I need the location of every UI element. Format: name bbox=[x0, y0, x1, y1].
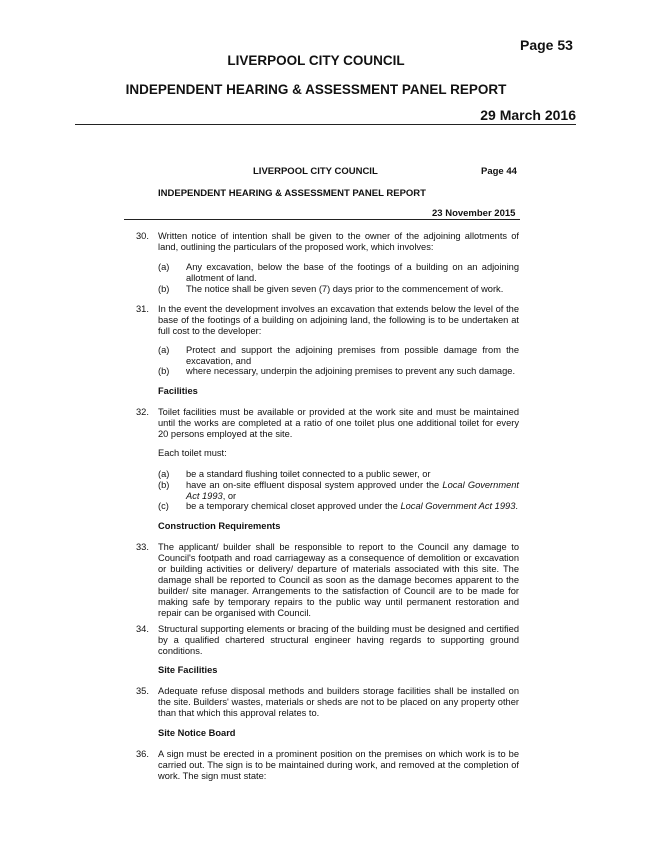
item-text: Any excavation, below the base of the footings of a building on an adjoining allotment of land. bbox=[186, 262, 519, 283]
outer-report-title: INDEPENDENT HEARING & ASSESSMENT PANEL REPORT bbox=[125, 82, 507, 97]
outer-council-title: LIVERPOOL CITY COUNCIL bbox=[227, 53, 405, 68]
inner-report-title: INDEPENDENT HEARING & ASSESSMENT PANEL REPORT bbox=[158, 188, 426, 199]
item-text-post: . bbox=[515, 501, 518, 511]
item-label: (b) bbox=[158, 284, 170, 294]
section-heading: Site Notice Board bbox=[158, 728, 236, 738]
condition-text: In the event the development involves an excavation that extends below the level of the base of the footings of a building on adjoining land, the following is to be undertaken at full cost to the developer: bbox=[158, 304, 519, 336]
condition-text: A sign must be erected in a prominent position on the premises on which work is to be carried out. The sign is to be maintained during work, and removed at the completion of work. The sign must state: bbox=[158, 749, 519, 781]
outer-header-rule bbox=[75, 124, 576, 125]
condition-text: Written notice of intention shall be given to the owner of the adjoining allotments of land, outlining the particulars of the proposed work, which involves: bbox=[158, 231, 519, 252]
section-heading: Facilities bbox=[158, 386, 198, 396]
item-text-pre: have an on-site effluent disposal system approved under the bbox=[186, 480, 443, 490]
act-name: Local Government Act 1993 bbox=[186, 480, 519, 501]
condition-number: 36. bbox=[136, 749, 149, 759]
item-text: The notice shall be given seven (7) days prior to the commencement of work. bbox=[186, 284, 504, 294]
inner-header-rule bbox=[124, 219, 520, 220]
condition-number: 34. bbox=[136, 624, 149, 634]
condition-number: 32. bbox=[136, 407, 149, 417]
item-text-post: , or bbox=[222, 491, 237, 501]
inner-council-title: LIVERPOOL CITY COUNCIL bbox=[253, 166, 378, 177]
section-heading: Site Facilities bbox=[158, 665, 218, 675]
condition-text: Adequate refuse disposal methods and builders storage facilities shall be installed on the site. Builders' wastes, materials or sheds are not to be placed on any property other than that which this approval relates to. bbox=[158, 686, 519, 718]
item-text bbox=[186, 501, 519, 512]
condition-number: 33. bbox=[136, 542, 149, 552]
each-toilet-label: Each toilet must: bbox=[158, 448, 227, 458]
item-text: Protect and support the adjoining premises from possible damage from the excavation, and bbox=[186, 345, 519, 366]
item-label: (a) bbox=[158, 262, 170, 272]
item-label: (b) bbox=[158, 366, 170, 376]
outer-page-number: Page 53 bbox=[520, 37, 573, 53]
item-text-pre: be a temporary chemical closet approved under the bbox=[186, 501, 401, 511]
condition-text: Structural supporting elements or bracing of the building must be designed and certified by a qualified chartered structural engineer having regards to supporting ground conditions. bbox=[158, 624, 519, 656]
condition-text: Toilet facilities must be available or provided at the work site and must be maintained until the works are completed at a ratio of one toilet plus one additional toilet for every 20 persons employed at the site. bbox=[158, 407, 519, 439]
condition-number: 31. bbox=[136, 304, 149, 314]
outer-report-date: 29 March 2016 bbox=[480, 107, 576, 123]
act-name: Local Government Act 1993 bbox=[400, 501, 516, 511]
inner-report-date: 23 November 2015 bbox=[432, 208, 516, 219]
condition-text: The applicant/ builder shall be responsible to report to the Council any damage to Council's footpath and road carriageway as a consequence of demolition or excavation or building activities or delivery/ departure of materials associated with this site. The damage shall be reported to Council as soon as the damage becomes apparent to the builder/ site manager. Arrangements to the satisfaction of Council are to be made for making safe by temporary repairs to the public way until permanent restoration and repair can be organised with Council. bbox=[158, 542, 519, 618]
item-text bbox=[186, 480, 519, 502]
item-label: (c) bbox=[158, 501, 169, 511]
item-text: be a standard flushing toilet connected to a public sewer, or bbox=[186, 469, 431, 479]
inner-page-number: Page 44 bbox=[481, 166, 517, 177]
item-label: (a) bbox=[158, 469, 170, 479]
condition-number: 35. bbox=[136, 686, 149, 696]
item-label: (a) bbox=[158, 345, 170, 355]
section-heading: Construction Requirements bbox=[158, 521, 281, 531]
item-label: (b) bbox=[158, 480, 170, 490]
condition-number: 30. bbox=[136, 231, 149, 241]
item-text: where necessary, underpin the adjoining premises to prevent any such damage. bbox=[186, 366, 516, 376]
